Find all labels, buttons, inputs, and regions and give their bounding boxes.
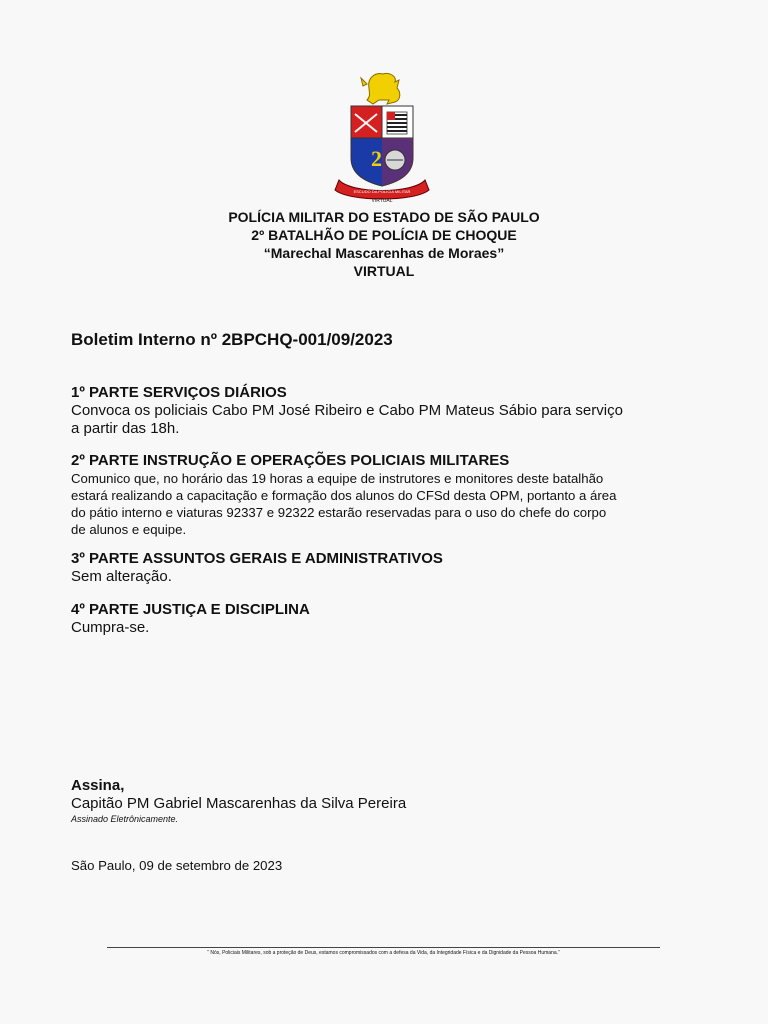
striped-flag-icon [387,112,407,134]
header-honorific: “Marechal Mascarenhas de Moraes” [263,245,505,261]
footer-motto: “ Nós, Policiais Militares, sob a proteção de Deus, estamos compromissados com a defesa da Vida, da Integridade Física e da Dignidade da Pessoa Humana.” [207,950,560,956]
crest-label: VIRTUAL [371,198,393,204]
section-heading: 4º PARTE JUSTIÇA E DISCIPLINA [71,601,310,618]
section-line: estará realizando a capacitação e formação dos alunos do CFSd desta OPM, portanto a área [71,488,617,503]
section-3 [71,550,711,586]
section-line: Convoca os policiais Cabo PM José Ribeiro e Cabo PM Mateus Sábio para serviço [71,402,623,419]
section-line: de alunos e equipe. [71,522,187,537]
section-heading: 2º PARTE INSTRUÇÃO E OPERAÇÕES POLICIAIS MILITARES [71,452,510,469]
section-1 [71,384,711,438]
svg-text:2: 2 [371,146,382,171]
section-line: a partir das 18h. [71,420,180,437]
section-heading: 3º PARTE ASSUNTOS GERAIS E ADMINISTRATIVOS [71,550,443,567]
page-title: Boletim Interno nº 2BPCHQ-001/09/2023 [71,330,393,349]
section-heading: 1º PARTE SERVIÇOS DIÁRIOS [71,384,287,401]
section-line: Comunico que, no horário das 19 horas a equipe de instrutores e monitores deste batalhão [71,471,604,486]
header-org: POLÍCIA MILITAR DO ESTADO DE SÃO PAULO [228,209,540,225]
ribbon-text: ESCUDO DA POLÍCIA MILITAR [353,189,411,194]
document-date: São Paulo, 09 de setembro de 2023 [71,858,283,873]
helmet-icon [385,150,405,170]
section-2 [71,452,711,538]
header-battalion: 2º BATALHÃO DE POLÍCIA DE CHOQUE [251,227,517,243]
lion-icon [361,73,400,104]
signature-block [71,777,406,825]
coat-of-arms-emblem [331,70,433,204]
section-line: Sem alteração. [71,568,172,585]
footer-divider [107,947,660,948]
signature-note: Assinado Eletrônicamente. [71,814,179,824]
signer-name: Capitão PM Gabriel Mascarenhas da Silva Pereira [71,795,407,812]
header-virtual: VIRTUAL [353,263,415,279]
document-header [0,208,768,280]
section-line: Cumpra-se. [71,619,150,636]
signature-label: Assina, [71,777,125,794]
section-line: do pátio interno e viaturas 92337 e 92322 estarão reservadas para o uso do chefe do corpo [71,505,607,520]
section-4 [71,601,711,637]
